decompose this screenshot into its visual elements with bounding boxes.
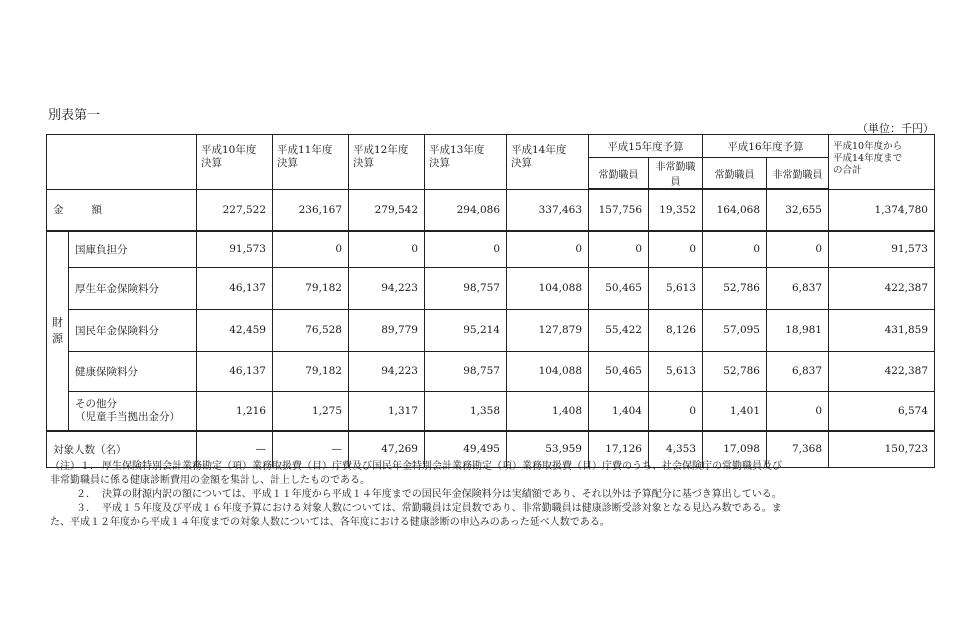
cell: 47,269 [349, 431, 425, 467]
cell: 57,095 [703, 309, 767, 351]
cell: 46,137 [197, 267, 273, 309]
cell: 5,613 [649, 351, 703, 391]
row-kenko [47, 351, 935, 391]
cell: — [197, 431, 273, 467]
cell: 0 [589, 231, 649, 267]
unit-label: （単位：千円） [857, 122, 934, 135]
cell: 50,465 [589, 351, 649, 391]
cell: 0 [349, 231, 425, 267]
cell: 1,401 [703, 391, 767, 431]
cell: 1,404 [589, 391, 649, 431]
cell: 46,137 [197, 351, 273, 391]
cell: 0 [767, 391, 829, 431]
note-2 [50, 488, 930, 502]
cell: 0 [767, 231, 829, 267]
cell: 127,879 [507, 309, 589, 351]
cell: 0 [649, 231, 703, 267]
cell: 95,214 [425, 309, 507, 351]
cell: 0 [649, 391, 703, 431]
cell: 422,387 [829, 351, 935, 391]
row-kokumin [47, 309, 935, 351]
cell: 104,088 [507, 267, 589, 309]
cell: 6,837 [767, 351, 829, 391]
row-label-kokumin: 国民年金保険料分 [69, 309, 197, 351]
cell: 79,182 [273, 351, 349, 391]
note-3-lead: ３． [76, 503, 96, 514]
cell: 94,223 [349, 267, 425, 309]
note-3 [50, 502, 930, 516]
cell: 98,757 [425, 351, 507, 391]
cell: 1,275 [273, 391, 349, 431]
row-kokko [47, 231, 935, 267]
cell: 422,387 [829, 267, 935, 309]
row-label-kosei: 厚生年金保険料分 [69, 267, 197, 309]
cell: 6,574 [829, 391, 935, 431]
cell: 150,723 [829, 431, 935, 467]
note-1-cont: 非常勤職員に係る健康診断費用の金額を集計し、計上したものである。 [50, 475, 370, 486]
cell: 1,317 [349, 391, 425, 431]
header-h15-nonregular: 非常勤職員 [649, 158, 703, 190]
header-h10: 平成10年度 決算 [197, 135, 273, 190]
note-1 [50, 460, 930, 474]
cell: 94,223 [349, 351, 425, 391]
cell: 50,465 [589, 267, 649, 309]
cell: 42,459 [197, 309, 273, 351]
cell: 1,358 [425, 391, 507, 431]
cell: 0 [703, 231, 767, 267]
note-3-text: 平成１５年度及び平成１６年度予算における対象人数については、常勤職員は定員数であり、非常勤職員は健康診断受診対象となる見込み数である。ま [102, 503, 782, 514]
header-total: 平成10年度から 平成14年度まで の合計 [829, 135, 935, 190]
header-h16-regular: 常勤職員 [703, 158, 767, 190]
cell: 431,859 [829, 309, 935, 351]
note-1-text: 厚生保険特別会計業務勘定（項）業務取扱費（目）庁費及び国民年金特別会計業務勘定（項）業務取扱費（目）庁費のうち、社会保険庁の常勤職員及び [102, 461, 782, 472]
cell: 52,786 [703, 267, 767, 309]
cell: 236,167 [273, 189, 349, 231]
cell: 294,086 [425, 189, 507, 231]
cell: 0 [507, 231, 589, 267]
header-h12: 平成12年度 決算 [349, 135, 425, 190]
row-kingaku [47, 189, 935, 231]
row-kosei [47, 267, 935, 309]
row-sonota [47, 391, 935, 431]
cell: 52,786 [703, 351, 767, 391]
cell: 89,779 [349, 309, 425, 351]
cell: 1,216 [197, 391, 273, 431]
note-1-lead: （注）１． [50, 461, 100, 472]
header-h11: 平成11年度 決算 [273, 135, 349, 190]
cell: 19,352 [649, 189, 703, 231]
header-h13: 平成13年度 決算 [425, 135, 507, 190]
cell: 279,542 [349, 189, 425, 231]
header-h16-nonregular: 非常勤職員 [767, 158, 829, 190]
row-label-zaigen: 財 源 [47, 231, 69, 431]
cell: 49,495 [425, 431, 507, 467]
cell: 98,757 [425, 267, 507, 309]
table-title: 別表第一 [48, 108, 101, 123]
cell: 8,126 [649, 309, 703, 351]
row-label-taisho: 対象人数（名） [47, 431, 197, 467]
cell: 157,756 [589, 189, 649, 231]
cell: — [273, 431, 349, 467]
note-2-lead: ２． [76, 489, 96, 500]
row-label-kokko: 国庫負担分 [69, 231, 197, 267]
cell: 5,613 [649, 267, 703, 309]
header-h14: 平成14年度 決算 [507, 135, 589, 190]
cell: 227,522 [197, 189, 273, 231]
header-h15: 平成15年度予算 [589, 135, 703, 158]
cell: 32,655 [767, 189, 829, 231]
footnotes [50, 460, 930, 530]
cell: 1,374,780 [829, 189, 935, 231]
cell: 337,463 [507, 189, 589, 231]
cell: 17,126 [589, 431, 649, 467]
cell: 79,182 [273, 267, 349, 309]
cell: 91,573 [829, 231, 935, 267]
cell: 55,422 [589, 309, 649, 351]
note-2-text: 決算の財源内訳の額については、平成１１年度から平成１４年度までの国民年金保険料分は実績額であり、それ以外は予算配分に基づき算出している。 [102, 489, 782, 500]
budget-table [46, 134, 935, 468]
header-h16: 平成16年度予算 [703, 135, 829, 158]
cell: 76,528 [273, 309, 349, 351]
cell: 6,837 [767, 267, 829, 309]
cell: 164,068 [703, 189, 767, 231]
row-label-kingaku: 金額 [47, 189, 197, 231]
corner-cell [47, 135, 197, 190]
cell: 0 [273, 231, 349, 267]
cell: 4,353 [649, 431, 703, 467]
cell: 18,981 [767, 309, 829, 351]
cell: 104,088 [507, 351, 589, 391]
cell: 1,408 [507, 391, 589, 431]
header-h15-regular: 常勤職員 [589, 158, 649, 190]
cell: 7,368 [767, 431, 829, 467]
cell: 53,959 [507, 431, 589, 467]
cell: 0 [425, 231, 507, 267]
row-label-kenko: 健康保険料分 [69, 351, 197, 391]
note-3-cont: た、平成１２年度から平成１４年度までの対象人数については、各年度における健康診断の申込みのあった延べ人数である。 [50, 517, 610, 528]
row-label-sonota: その他分 （児童手当拠出金分） [69, 391, 197, 431]
cell: 17,098 [703, 431, 767, 467]
cell: 91,573 [197, 231, 273, 267]
